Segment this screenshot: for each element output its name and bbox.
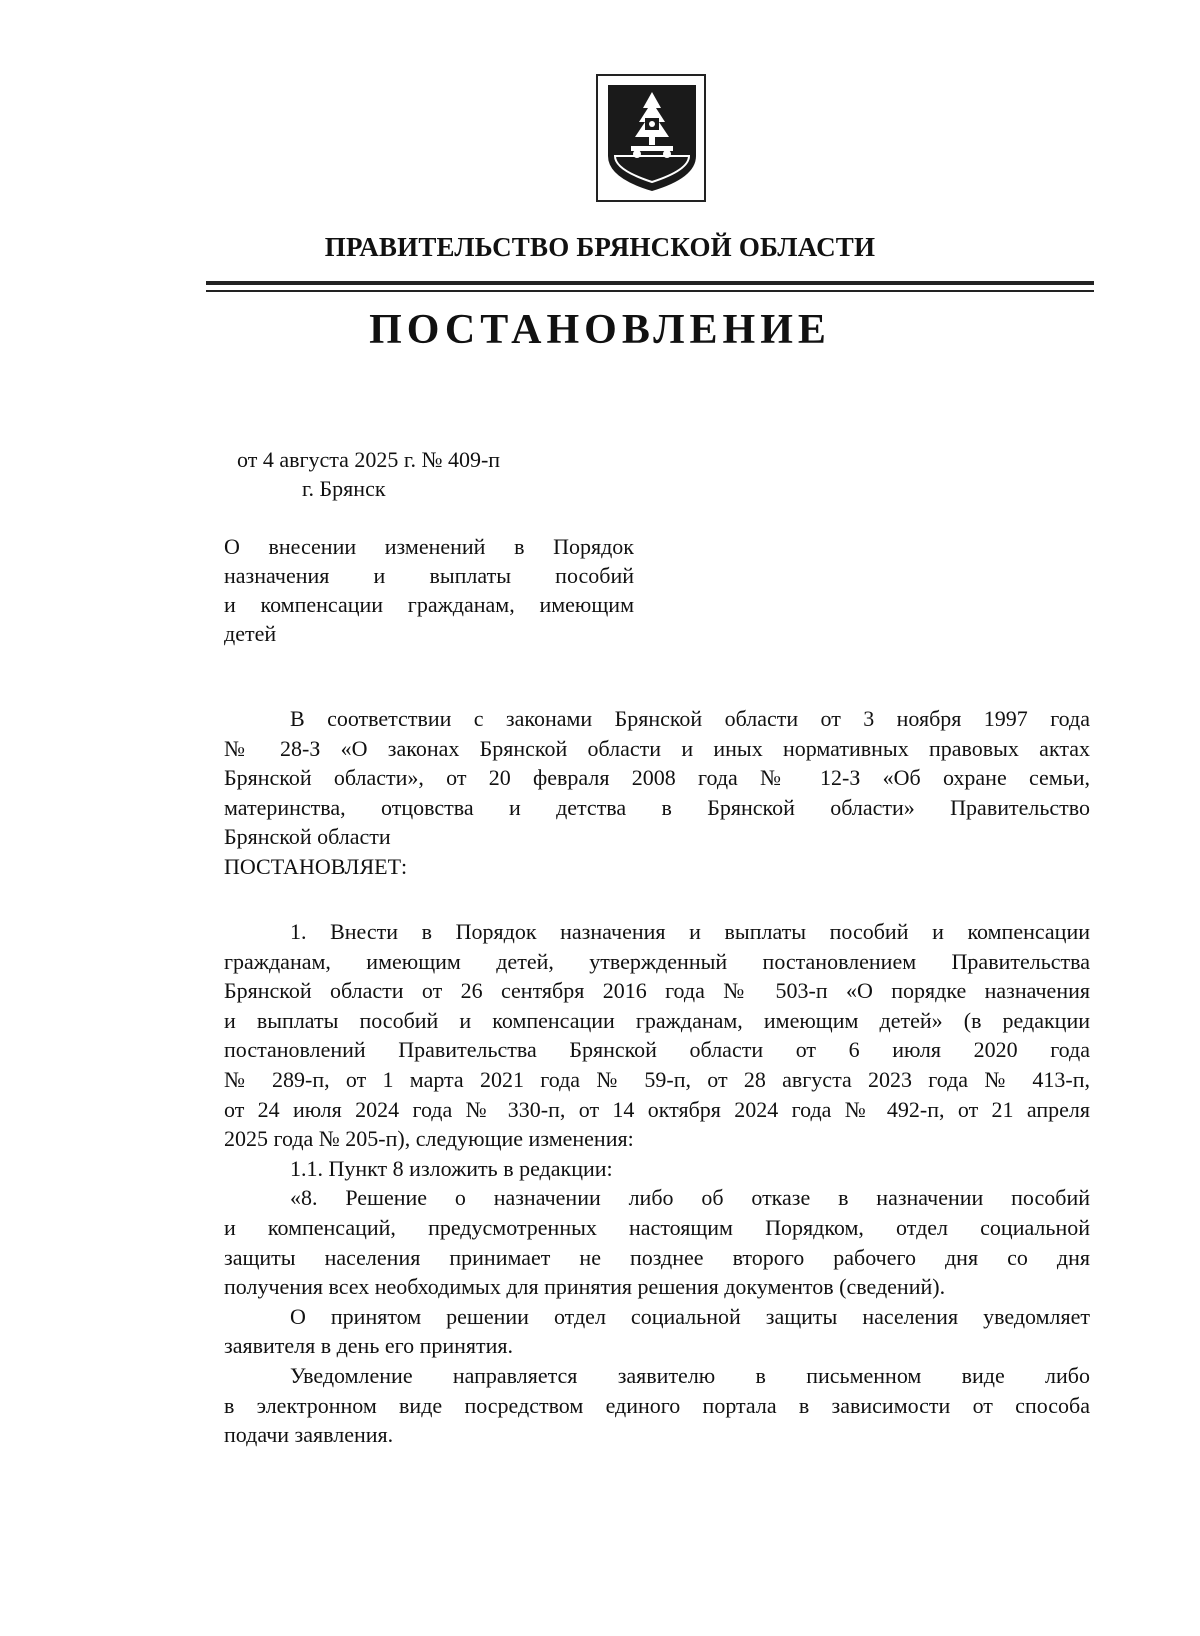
text-line: защиты населения принимает не позднее второго рабочего дня со дня [224, 1244, 1090, 1270]
text-line: в электронном виде посредством единого портала в зависимости от способа [224, 1392, 1090, 1418]
organization-title: ПРАВИТЕЛЬСТВО БРЯНСКОЙ ОБЛАСТИ [324, 232, 876, 262]
text-line: Брянской области от 26 сентября 2016 года № 503-п «О порядке назначения [224, 978, 1090, 1004]
text-line: и выплаты пособий и компенсации гражданам, имеющим детей» (в редакции [224, 1007, 1090, 1033]
coat-of-arms-icon [605, 82, 699, 194]
text-line: Брянской области», от 20 февраля 2008 года № 12-З «Об охране семьи, [224, 765, 1090, 791]
text-line: 2025 года № 205-п), следующие изменения: [224, 1126, 634, 1152]
text-line: О принятом решении отдел социальной защиты населения уведомляет [290, 1303, 1090, 1329]
document-subject [224, 532, 634, 648]
text-line: получения всех необходимых для принятия решения документов (сведений). [224, 1274, 946, 1300]
text-line: ПОСТАНОВЛЯЕТ: [224, 853, 408, 879]
text-line: «8. Решение о назначении либо об отказе в назначении пособий [290, 1185, 1090, 1211]
subject-line: и компенсации гражданам, имеющим [224, 592, 634, 617]
coat-of-arms-emblem [596, 74, 706, 202]
main-text [224, 917, 1090, 1450]
subject-line: назначения и выплаты пособий [224, 563, 634, 588]
text-line: гражданам, имеющим детей, утвержденный постановлением Правительства [224, 948, 1090, 974]
text-line: Уведомление направляется заявителю в письменном виде либо [290, 1362, 1090, 1388]
text-line: Брянской области [224, 824, 391, 850]
subject-line: О внесении изменений в Порядок [224, 534, 634, 559]
text-line: заявителя в день его принятия. [224, 1333, 514, 1359]
text-line: № 289-п, от 1 марта 2021 года № 59-п, от 28 августа 2023 года № 413-п, [224, 1066, 1090, 1092]
text-line: № 28-З «О законах Брянской области и иных нормативных правовых актах [224, 735, 1090, 761]
text-line: подачи заявления. [224, 1422, 394, 1448]
text-line: от 24 июля 2024 года № 330-п, от 14 октября 2024 года № 492-п, от 21 апреля [224, 1096, 1090, 1122]
document-city: г. Брянск [302, 476, 386, 501]
text-line: В соответствии с законами Брянской области от 3 ноября 1997 года [290, 706, 1090, 731]
document-date-number: от 4 августа 2025 г. № 409-п [237, 447, 501, 472]
document-type-title: ПОСТАНОВЛЕНИЕ [369, 307, 831, 353]
text-line: 1. Внести в Порядок назначения и выплаты пособий и компенсации [290, 919, 1090, 944]
header-rule-thin [206, 290, 1094, 292]
preamble-paragraph [224, 704, 1090, 882]
text-line: 1.1. Пункт 8 изложить в редакции: [290, 1155, 613, 1181]
header-rule-thick [206, 281, 1094, 285]
text-line: постановлений Правительства Брянской области от 6 июля 2020 года [224, 1037, 1090, 1063]
text-line: материнства, отцовства и детства в Брянской области» Правительство [224, 794, 1090, 820]
subject-line: детей [224, 621, 277, 646]
text-line: и компенсаций, предусмотренных настоящим Порядком, отдел социальной [224, 1214, 1090, 1240]
